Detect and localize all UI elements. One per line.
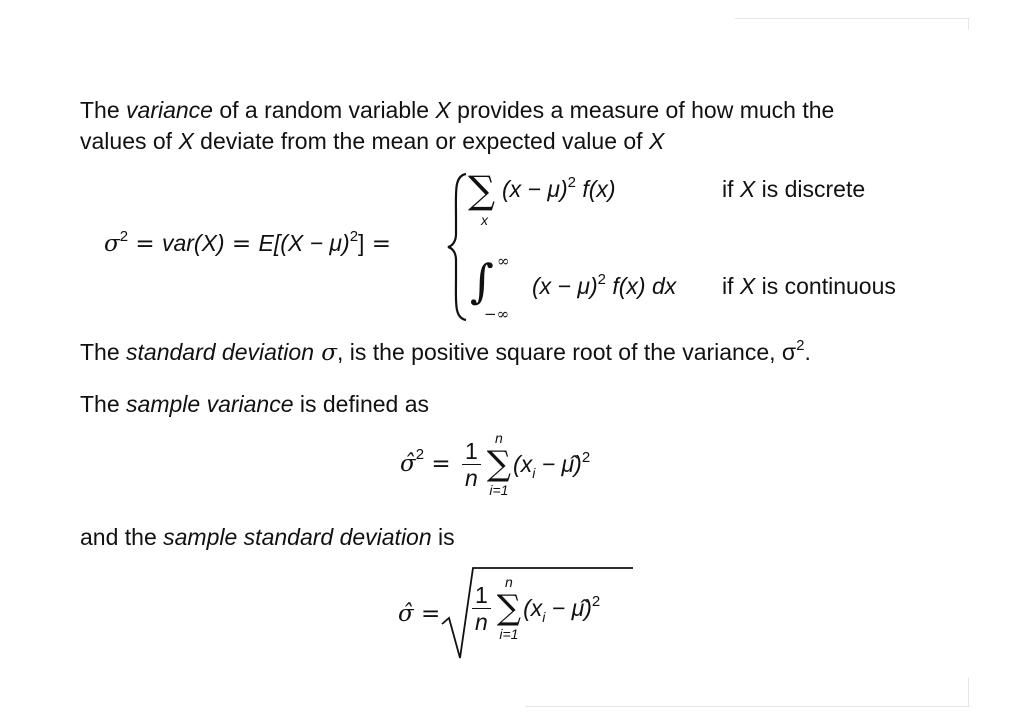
sum-subscript-x: x [481, 212, 488, 228]
frame-bottom-line [525, 706, 970, 707]
summation-operator: n ∑ i=1 [486, 430, 512, 498]
continuous-condition: if X is continuous [722, 273, 896, 299]
variance-term: variance [126, 97, 213, 123]
variance-lhs: $\sigma^2 = var(X) = E[(X - \mu)^2]$ = [104, 228, 392, 257]
one-over-n-fraction: $\frac{1}{n}$ [462, 438, 481, 491]
discrete-expression: $(x - \mu)^2$ f(x) [502, 174, 616, 202]
frame-right-top [968, 18, 969, 30]
sum-symbol: ∑ [468, 168, 496, 212]
intro-line-1: The variance of a random variable X provides a measure of how much the [80, 97, 835, 123]
discrete-condition: if X is discrete [722, 176, 866, 202]
intro-line-2: values of X deviate from the mean or expected value of X [80, 128, 665, 154]
integral-lower-limit: −∞ [484, 305, 510, 323]
sample-variance-equation: σ̂$^2$ = $\frac{1}{n}$ n ∑ i=1 ($x_i$ − μ̂)$^2$ [400, 430, 591, 498]
frame-top-line [735, 18, 970, 19]
cases-brace [446, 172, 470, 322]
sample-sd-radicand: $\frac{1}{n}$ n ∑ i=1 ($x_i$ − μ̂)$^2$ [468, 574, 600, 642]
integral-symbol: ∫ [470, 254, 494, 308]
integral-upper-limit: ∞ [497, 252, 510, 270]
standard-deviation-sentence: The standard deviation σ, is the positive square root of the variance, $\sigma^2$. [80, 337, 811, 366]
sample-sd-sentence: and the sample standard deviation is [80, 524, 455, 550]
sample-variance-sentence: The sample variance is defined as [80, 391, 430, 417]
summation-operator-sd: n ∑ i=1 [496, 574, 522, 642]
one-over-n-fraction-sd: $\frac{1}{n}$ [472, 582, 491, 635]
discrete-case [468, 168, 495, 212]
sample-sd-lhs: σ̂ = [398, 601, 441, 627]
continuous-expression: $(x - \mu)^2$ f(x) dx [532, 271, 677, 299]
intro-paragraph [80, 95, 834, 157]
frame-right-bottom [968, 678, 969, 706]
